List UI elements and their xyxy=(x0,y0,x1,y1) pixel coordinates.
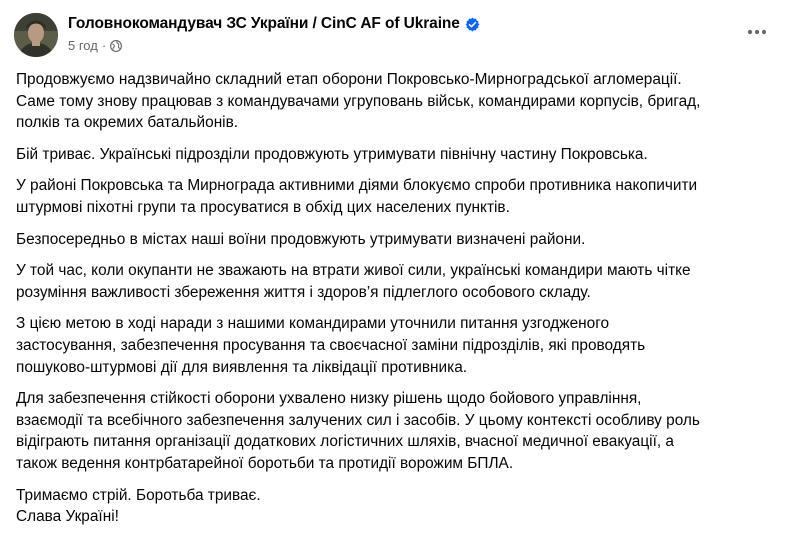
post-paragraph xyxy=(16,69,776,134)
post-text-line: пошуково-штурмові дії для виявлення та ліквідації противника. xyxy=(16,358,468,376)
post-paragraph xyxy=(16,175,776,218)
post-text-line: У той час, коли окупанти не зважають на втрати живої сили, українські командири мають чітке xyxy=(16,262,691,280)
post-text-line: Слава Україні! xyxy=(16,508,119,526)
more-options-button[interactable] xyxy=(743,20,771,44)
post-paragraph xyxy=(16,313,776,378)
meta-separator: · xyxy=(101,38,107,53)
post-meta xyxy=(68,38,480,53)
post-text-line: застосування, забезпечення просування та своєчасної заміни підрозділів, які проводять xyxy=(16,336,646,354)
more-options-icon xyxy=(747,29,767,35)
post-text-line: також ведення контрбатарейної боротьби та протидії ворожим БПЛА. xyxy=(16,454,514,472)
author-name[interactable]: Головнокомандувач ЗС України / CinC AF of Ukraine xyxy=(68,15,460,32)
post-text-line: Продовжуємо надзвичайно складний етап оборони Покровсько-Мирноградської агломерації. xyxy=(16,71,682,88)
verified-badge-icon[interactable] xyxy=(465,17,480,32)
post-header xyxy=(12,12,775,60)
post-paragraph xyxy=(16,388,776,474)
post-text-line: Бій триває. Українські підрозділи продовжують утримувати північну частину Покровська. xyxy=(16,145,648,163)
post-text xyxy=(16,69,776,538)
author-block xyxy=(68,13,480,53)
post-text-line: взаємодії та всебічного забезпечення залучених сил і засобів. У цьому контексті особливу роль xyxy=(16,411,700,429)
post-text-line: Безпосередньо в містах наші воїни продовжують утримувати визначені райони. xyxy=(16,230,586,248)
post-paragraph xyxy=(16,144,776,166)
post-text-line: У районі Покровська та Мирнограда активними діями блокуємо спроби противника накопичити xyxy=(16,177,698,195)
post-text-line: відіграють питання організації додаткових логістичних шляхів, вчасної медичної евакуації, а xyxy=(16,433,674,451)
avatar-photo-icon xyxy=(14,13,58,57)
post-timestamp[interactable]: 5 год xyxy=(68,38,98,53)
post-text-line: Для забезпечення стійкості оборони ухвалено низку рішень щодо бойового управління, xyxy=(16,390,642,408)
post-text-line: З цією метою в ході наради з нашими командирами уточнили питання узгодженого xyxy=(16,315,610,333)
avatar[interactable] xyxy=(14,13,58,57)
post-text-line: Тримаємо стрій. Боротьба триває. xyxy=(16,486,261,504)
post-text-line: штурмові піхотні групи та просуватися в обхід цих населених пунктів. xyxy=(16,198,510,216)
post-text-line: Саме тому знову працював з командувачами угруповань військ, командирами корпусів, бригад, xyxy=(16,92,701,110)
author-line xyxy=(68,13,480,35)
post-paragraph xyxy=(16,260,776,303)
post-text-line: полків та окремих батальйонів. xyxy=(16,114,239,132)
post-paragraph xyxy=(16,229,776,251)
globe-icon[interactable] xyxy=(110,40,122,52)
post-text-line: розуміння важливості збереження життя і здоров’я підлеглого особового складу. xyxy=(16,283,591,301)
post-paragraph xyxy=(16,485,776,528)
